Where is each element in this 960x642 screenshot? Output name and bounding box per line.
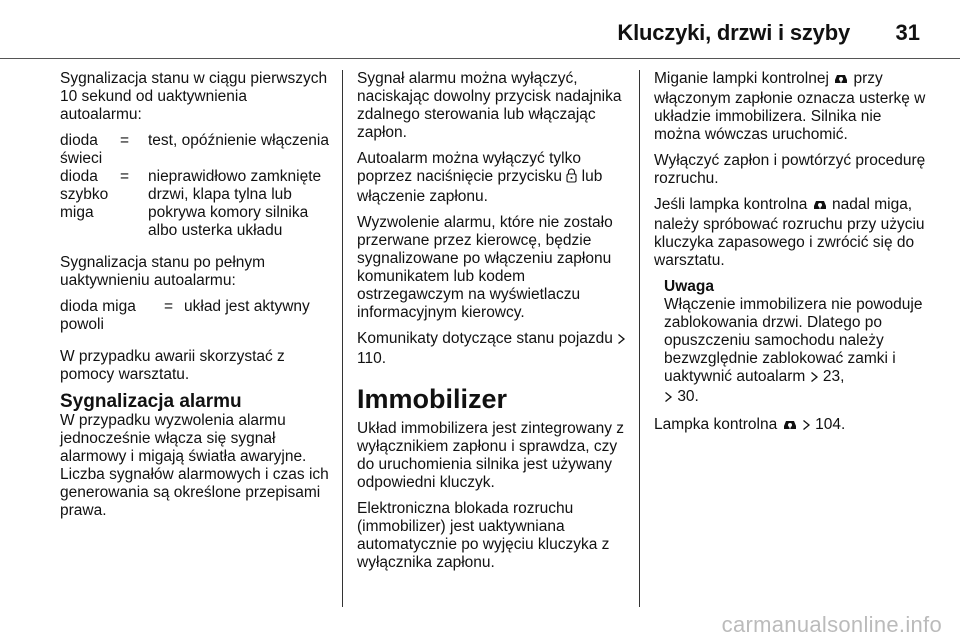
- list-description: układ jest aktywny: [184, 298, 310, 315]
- status-list-active: [60, 298, 330, 334]
- paragraph: Wyzwolenie alarmu, które nie zostało przerwane przez kierowcę, będzie sygnalizowane po włączeniu zapłonu komunikatem lub kodem ostrzegawczym na wyświetlaczu informacyjnym kierowcy.: [357, 214, 613, 321]
- paragraph-text: nadal miga, należy spróbować rozruchu przy użyciu kluczyka zapasowego i zwrócić się do warsztatu.: [654, 196, 925, 269]
- reference-arrow-icon: [664, 390, 673, 408]
- failure-text: W przypadku awarii skorzystać z pomocy warsztatu.: [60, 348, 285, 383]
- note-text: Włączenie immobilizera nie powoduje zablokowania drzwi. Dlatego po opuszczeniu samochodu należy bezwzględnie zablokować zamki i uaktywnić autoalarm: [664, 296, 923, 385]
- list-separator: =: [164, 298, 174, 315]
- list-term: dioda szybko miga: [60, 168, 109, 221]
- list-term: dioda świeci: [60, 132, 103, 167]
- reference-arrow-icon: [617, 332, 626, 350]
- column-divider-1: [342, 70, 343, 607]
- list-item: [60, 298, 330, 334]
- car-key-lamp-icon: [833, 72, 849, 90]
- paragraph-text: Jeśli lampka kontrolna: [654, 196, 808, 213]
- list-item: [60, 132, 330, 168]
- list-description: test, opóźnienie włączenia: [148, 132, 329, 149]
- note-box: [664, 278, 926, 408]
- immobilizer-heading: Immobilizer: [357, 384, 508, 414]
- section-title: Kluczyki, drzwi i szyby: [617, 20, 850, 45]
- paragraph-text: Miganie lampki kontrolnej: [654, 70, 829, 87]
- reference-arrow-icon: [802, 418, 811, 436]
- column-1: [60, 70, 330, 528]
- list-item: [60, 168, 330, 240]
- paragraph: [654, 416, 926, 436]
- list-term: dioda miga powoli: [60, 298, 136, 333]
- car-key-lamp-icon: [812, 198, 828, 216]
- paragraph: [357, 330, 627, 368]
- reference-arrow-icon: [810, 370, 819, 388]
- status-intro-text: Sygnalizacja stanu w ciągu pierwszych 10 sekund od uaktywnienia autoalarmu:: [60, 70, 328, 123]
- note-title: Uwaga: [664, 278, 714, 295]
- status-list-initial: [60, 132, 330, 240]
- page-reference: 110.: [357, 350, 387, 367]
- watermark: carmanualsonline.info: [721, 612, 942, 637]
- column-3: [654, 70, 926, 444]
- paragraph: Sygnał alarmu można wyłączyć, naciskając dowolny przycisk nadajnika zdalnego sterowania lub włączając zapłon.: [357, 70, 622, 141]
- status-intro-text-2: Sygnalizacja stanu po pełnym uaktywnieniu autoalarmu:: [60, 254, 266, 289]
- paragraph-text: Autoalarm można wyłączyć tylko poprzez naciśnięcie przycisku: [357, 150, 581, 185]
- page-header: [0, 0, 960, 62]
- header-divider: [0, 58, 960, 59]
- note-text-block: [664, 296, 926, 408]
- alarm-subheading: Sygnalizacja alarmu: [60, 391, 242, 412]
- padlock-button-icon: [566, 168, 577, 188]
- paragraph-text: Komunikaty dotyczące stanu pojazdu: [357, 330, 613, 347]
- page-reference: 104.: [815, 416, 846, 433]
- list-description: nieprawidłowo zamknięte drzwi, klapa tylna lub pokrywa komory silnika albo usterka układu: [148, 168, 322, 239]
- page-reference: 30.: [677, 388, 699, 405]
- page-reference: 23,: [822, 368, 845, 385]
- paragraph: Elektroniczna blokada rozruchu (immobilizer) jest uaktywniana automatycznie po wyjęciu kluczyka z wyłącznika zapłonu.: [357, 500, 610, 571]
- paragraph-text: lub włączenie zapłonu.: [357, 168, 603, 205]
- column-divider-2: [639, 70, 640, 607]
- paragraph-text: Lampka kontrolna: [654, 416, 778, 433]
- paragraph: [654, 196, 926, 270]
- paragraph: [654, 70, 926, 144]
- list-separator: =: [120, 168, 130, 185]
- column-2: [357, 70, 627, 580]
- paragraph: [357, 150, 627, 206]
- page-number: 31: [895, 20, 920, 45]
- paragraph: Wyłączyć zapłon i powtórzyć procedurę rozruchu.: [654, 152, 926, 187]
- car-key-lamp-icon: [782, 418, 798, 436]
- alarm-text: W przypadku wyzwolenia alarmu jednocześnie włącza się sygnał alarmowy i migają światła awaryjne. Liczba sygnałów alarmowych i czas ich generowania są określone przepisami prawa.: [60, 412, 329, 519]
- list-separator: =: [120, 132, 130, 149]
- paragraph: Układ immobilizera jest zintegrowany z wyłącznikiem zapłonu i sprawdza, czy do uruchomienia silnika jest używany odpowiedni kluczyk.: [357, 420, 625, 491]
- paragraph-text: przy włączonym zapłonie oznacza usterkę w układzie immobilizera. Silnika nie można wówczas uruchomić.: [654, 70, 926, 143]
